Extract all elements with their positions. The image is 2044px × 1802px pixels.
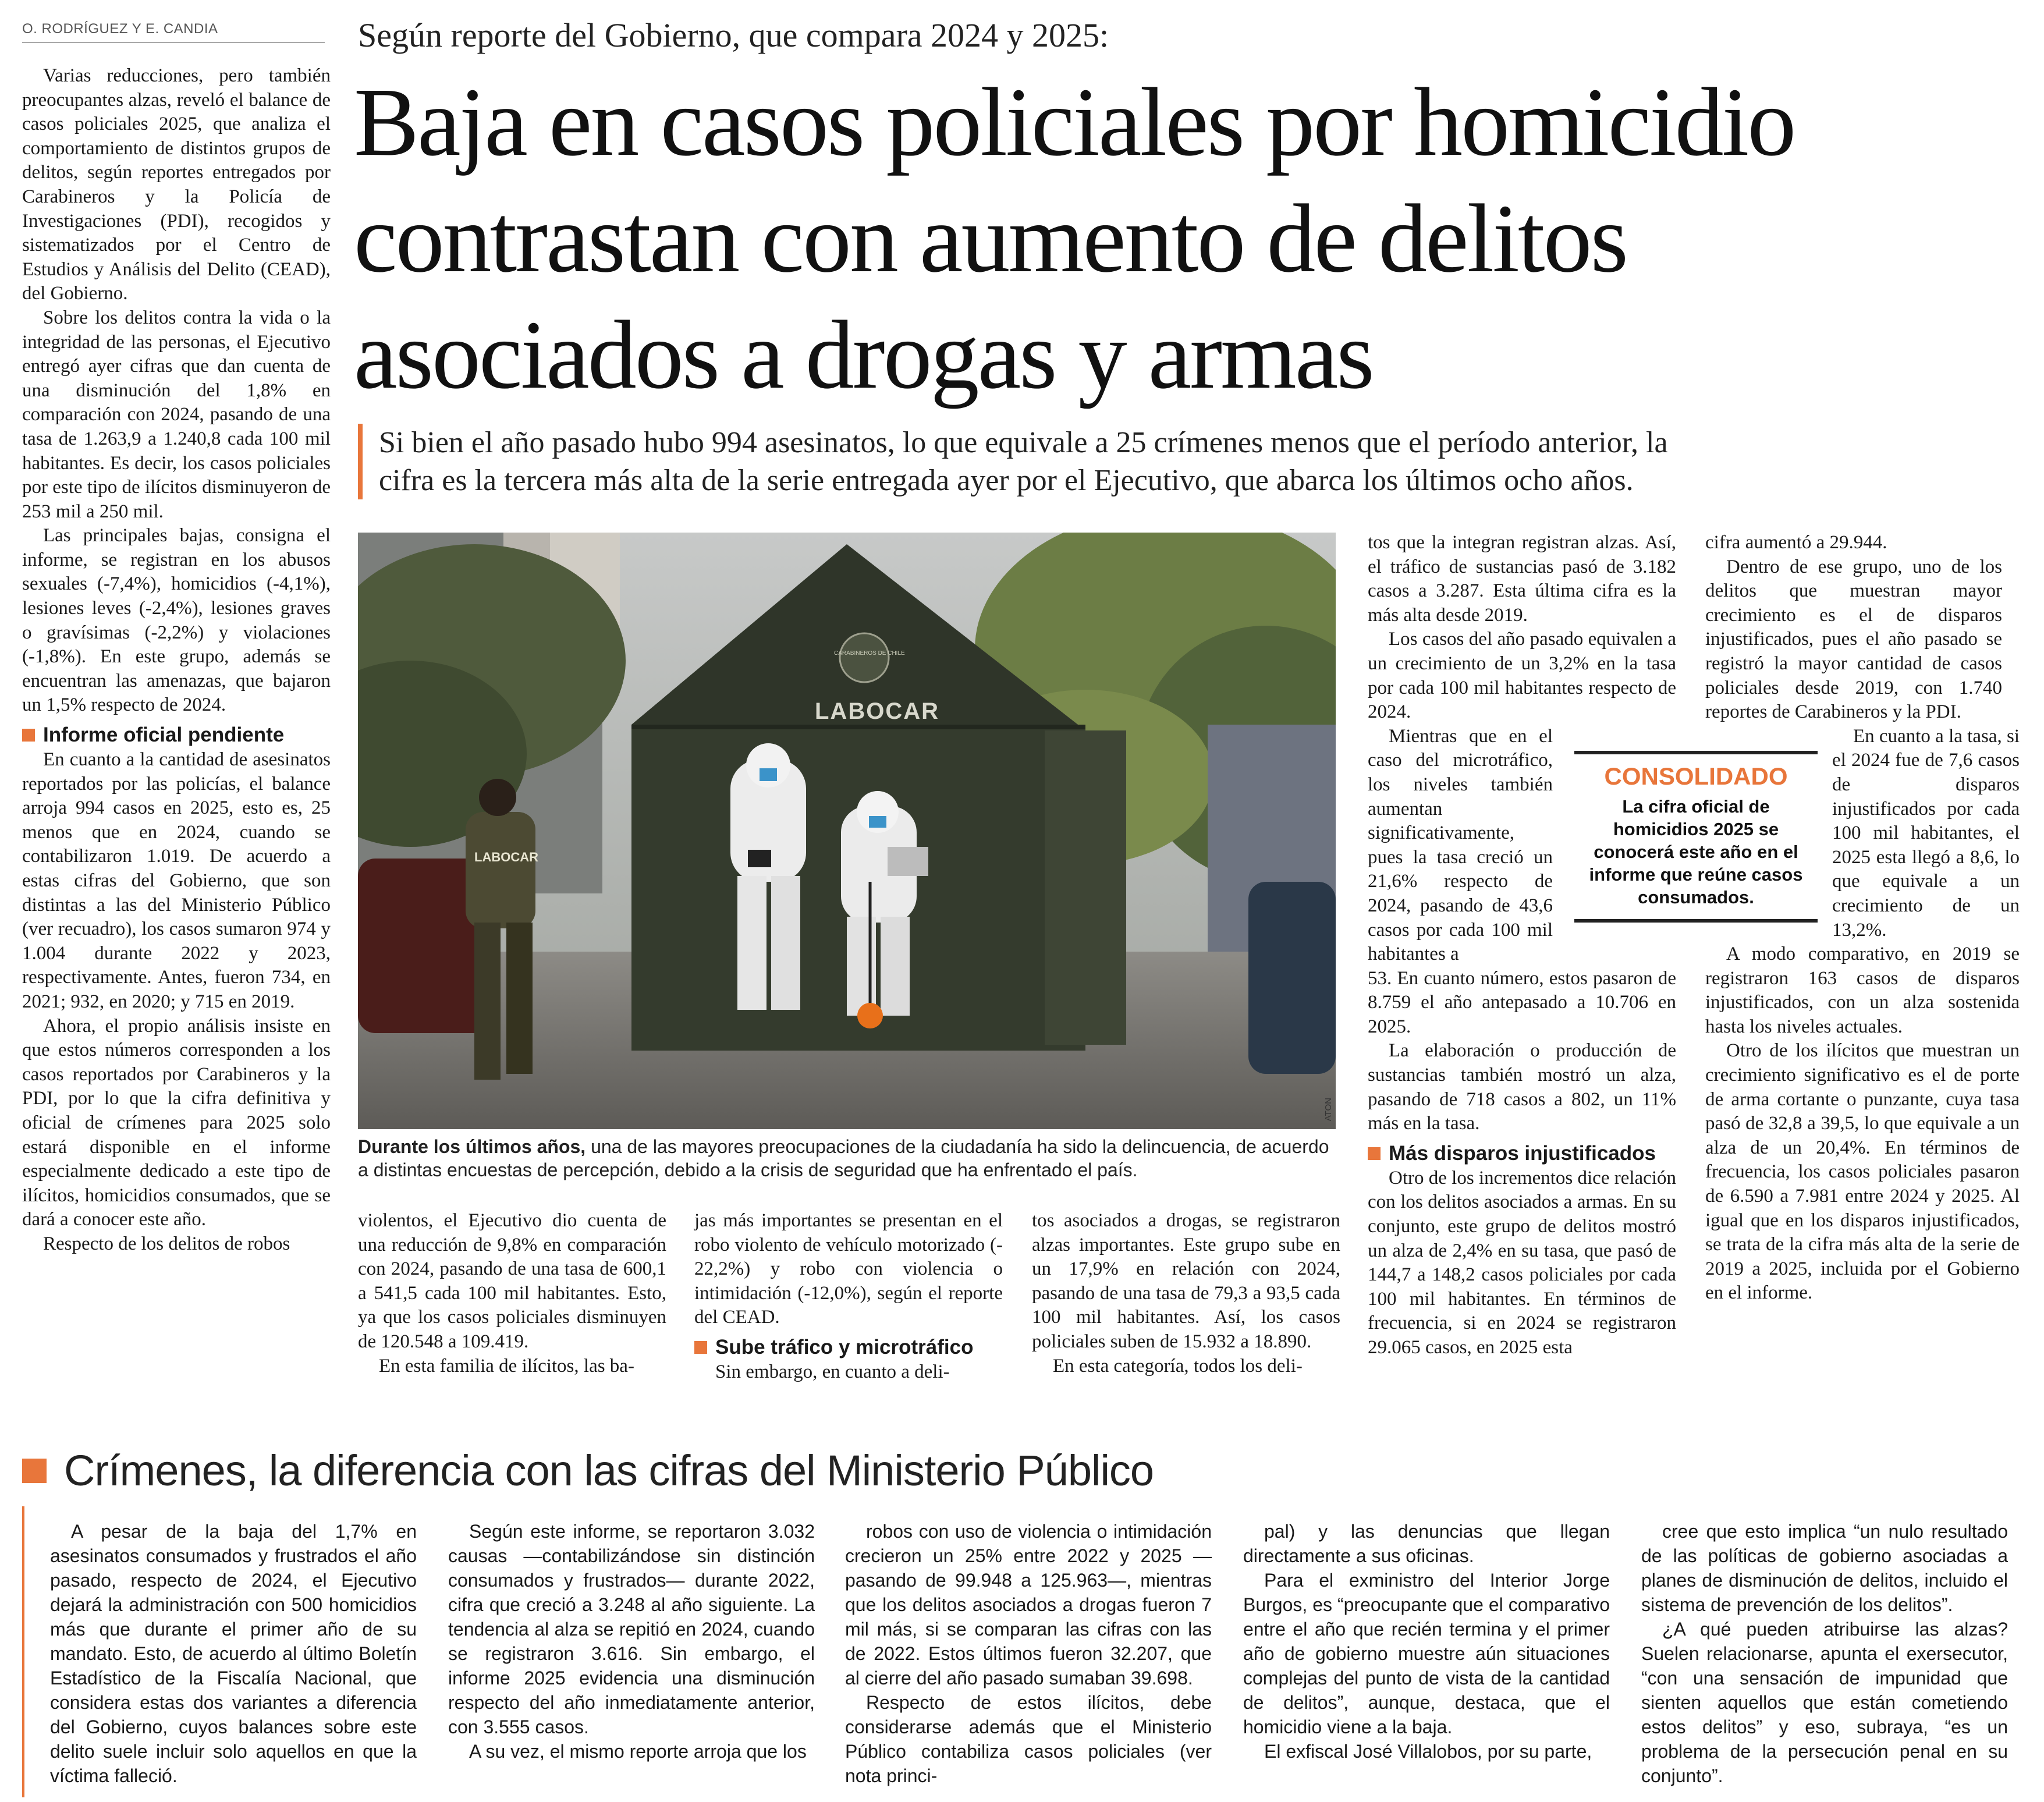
paragraph: A modo comparativo, en 2019 se registraron 163 casos de disparos injustificados, con un alza sostenida hasta los niveles actuales. — [1705, 943, 2020, 1037]
vest-label: LABOCAR — [474, 850, 538, 864]
photo-credit: ATON — [1323, 1097, 1333, 1121]
paragraph: jas más importantes se presentan en el robo violento de vehículo motorizado (- 22,2%) y robo con violencia o intimidación (-12,0%), según el reporte del CEAD. — [694, 1210, 1003, 1328]
orange-square-icon — [1368, 1147, 1381, 1160]
column-1 — [22, 64, 331, 1257]
headline-line-3: asociados a drogas y armas — [354, 301, 1373, 409]
consolidado-box — [1574, 751, 1818, 923]
paragraph: cree que esto implica “un nulo resultado de las políticas de gobierno asociadas a planes de disminución de delitos, incluido el sistema de prevención de los delitos”. — [1641, 1521, 2008, 1615]
column-3 — [694, 1209, 1003, 1385]
deck-line-1: Si bien el año pasado hubo 994 asesinatos, lo que equivale a 25 crímenes menos que el período anterior, la — [379, 426, 1668, 459]
paragraph: tos asociados a drogas, se registraron alzas importantes. Este grupo sube en un 17,9% en relación con 2024, pasando de una tasa de 79,3 a 93,5 cada 100 mil habitantes. Así, los casos policiales suben de 15.932 a 18.890. — [1032, 1210, 1340, 1352]
paragraph: Según este informe, se reportaron 3.032 causas —contabilizándose sin distinción consumados y frustrados— durante 2022, cifra que creció a 3.248 al año siguiente. La tendencia al alza se repitió en 2024, cuando se registraron 3.616. Sin embargo, el informe 2025 evidencia una disminución respecto del año inmediatamente anterior, con 3.555 casos. — [448, 1521, 815, 1737]
subheading-informe: Informe oficial pendiente — [22, 722, 331, 748]
paragraph: A pesar de la baja del 1,7% en asesinatos consumados y frustrados el año pasado, respecto de 2024, el Ejecutivo dejará la administración con 500 homicidios más que durante el primer año de su mandato. Esto, de acuerdo al último Boletín Estadístico de la Fiscalía Nacional, que considera estas dos variantes a diferencia del Gobierno, cuyos balances sobre este delito suele incluir solo aquellos en que la víctima falleció. — [50, 1521, 417, 1786]
box-column-1 — [50, 1519, 417, 1788]
paragraph: cifra aumentó a 29.944. — [1705, 532, 1887, 553]
paragraph: ¿A qué pueden atribuirse las alzas? Suelen relacionarse, apunta el exersecutor, “con una sensación de impunidad que sienten aquellos que están cometiendo estos delitos” y eso, subraya, “es un problema de la persecución penal en su conjunto”. — [1641, 1619, 2008, 1786]
caption-text: una de las mayores preocupaciones de la ciudadanía ha sido la delincuencia, de acuerdo a distintas encuestas de percepción, debido a la crisis de seguridad que ha enfrentado el país. — [358, 1136, 1329, 1180]
sidebar-box — [0, 1438, 2044, 1802]
paragraph: Sin embargo, en cuanto a deli- — [715, 1361, 950, 1382]
paragraph: En cuanto a la cantidad de asesinatos reportados por las policías, el balance arroja 994 casos en 2025, esto es, 25 menos que en 2024, cuando se contabilizaron 1.019. De acuerdo a estas cifras del Gobierno, que son distintas a las del Ministerio Público (ver recuadro), los casos sumaron 974 y 1.004 durante 2022 y 2023, respectivamente. Antes, fueron 734, en 2021; 932, en 2020; y 715 en 2019. — [22, 749, 331, 1012]
paragraph: Varias reducciones, pero también preocupantes alzas, reveló el balance de casos policiales 2025, que analiza el comportamiento de distintos grupos de delitos, según reportes entregados por Carabineros y la Policía de Investigaciones (PDI), recogidos y sistematizados por el Centro de Estudios y Análisis del Delito (CEAD), del Gobierno. — [22, 65, 331, 304]
svg-text:CARABINEROS DE CHILE: CARABINEROS DE CHILE — [834, 650, 905, 657]
paragraph: Otro de los ilícitos que muestran un crecimiento significativo es el de porte de arma cortante o punzante, cuya tasa pasó de 32,8 a 39,5, lo que equivale a un alza de un 20,4%. En términos de frecuencia, los casos policiales pasaron de 6.590 a 7.981 entre 2024 y 2025. Al igual que en los disparos injustificados, se trata de la cifra más alta de la serie de 2019 a 2025, incluida por el Gobierno en el informe. — [1705, 1040, 2020, 1304]
paragraph: Los casos del año pasado equivalen a un crecimiento de un 3,2% en la tasa por cada 100 mil habitantes respecto de 2024. — [1368, 629, 1676, 723]
paragraph: En esta categoría, todos los deli- — [1053, 1355, 1303, 1377]
paragraph: pal) y las denuncias que llegan directamente a sus oficinas. — [1243, 1521, 1610, 1566]
orange-square-icon — [694, 1341, 707, 1354]
deck — [358, 424, 2044, 499]
orange-square-icon — [22, 729, 35, 742]
paragraph: A su vez, el mismo reporte arroja que los — [469, 1741, 807, 1762]
paragraph: Las principales bajas, consigna el informe, se registran en los abusos sexuales (-7,4%), homicidios (-4,1%), lesiones leves (-2,4%), lesiones graves o gravísimas (-2,2%) y violaciones (-1,8%). En este grupo, además se encuentran las amenazas, que bajaron un 1,5% respecto de 2024. — [22, 525, 331, 716]
paragraph: 53. En cuanto número, estos pasaron de 8.759 el año antepasado a 10.706 en 2025. — [1368, 967, 1676, 1037]
box-title: Crímenes, la diferencia con las cifras del Ministerio Público — [22, 1446, 1154, 1495]
photo-caption — [358, 1135, 1342, 1182]
consolidado-title: CONSOLIDADO — [1604, 762, 1788, 790]
paragraph: Respecto de estos ilícitos, debe considerarse además que el Ministerio Público contabiliza casos policiales (ver nota princi- — [845, 1692, 1212, 1786]
paragraph: Dentro de ese grupo, uno de los delitos que muestran mayor crecimiento es el de disparos injustificados, pues el año pasado se registró la mayor cantidad de casos policiales desde 2019, con 1.740 reportes de Carabineros y la PDI. — [1705, 556, 2002, 723]
paragraph: En esta familia de ilícitos, las ba- — [379, 1355, 634, 1377]
subheading-trafico: Sube tráfico y microtráfico — [694, 1335, 1003, 1360]
paragraph: Mientras que en el caso del microtráfico, los niveles también aumentan significativamente, pues la tasa creció un 21,6% respecto de 2024, pasando de 43,6 casos por cada 100 mil habitantes a — [1368, 725, 1553, 965]
column-5 — [1368, 531, 1676, 1360]
headline-line-2: contrastan con aumento de delitos — [354, 185, 1627, 293]
headline — [354, 64, 2030, 413]
box-border — [22, 1506, 24, 1797]
column-2 — [358, 1209, 666, 1378]
paragraph: Sobre los delitos contra la vida o la integridad de las personas, el Ejecutivo entregó ayer cifras que dan cuenta de una disminución del 1,8% en comparación con 2024, pasando de una tasa de 1.263,9 a 1.240,8 cada 100 mil habitantes. Es decir, los casos policiales por este tipo de ilícitos disminuyeron de 253 mil a 250 mil. — [22, 307, 331, 522]
paragraph: Ahora, el propio análisis insiste en que estos números corresponden a los casos reportados por Carabineros y la PDI, por lo que la cifra definitiva y oficial de crímenes para 2025 solo estará disponible en el informe especialmente dedicado a este tipo de ilícitos, homicidios consumados, que se dará a conocer este año. — [22, 1015, 331, 1230]
box-column-2 — [448, 1519, 815, 1764]
byline: O. RODRÍGUEZ Y E. CANDIA — [22, 21, 325, 43]
headline-line-1: Baja en casos policiales por homicidio — [354, 68, 1795, 176]
paragraph: Otro de los incrementos dice relación con los delitos asociados a armas. En su conjunto, este grupo de delitos mostró un alza de 2,4% en su tasa, que pasó de 144,7 a 148,2 casos policiales por cada 100 mil habitantes. En términos de frecuencia, si en 2024 se registraron 29.065 casos, en 2025 esta — [1368, 1167, 1676, 1358]
paragraph: robos con uso de violencia o intimidación crecieron un 25% entre 2022 y 2025 —pasando de 99.948 a 125.963—, mientras que los delitos asociados a drogas fueron 7 mil más, si se comparan las cifras con las de 2022. Estos últimos fueron 32.207, que al cierre del año pasado sumaban 39.698. — [845, 1521, 1212, 1689]
consolidado-text: La cifra oficial de homicidios 2025 se conocerá este año en el informe que reúne casos consumados. — [1589, 796, 1803, 907]
paragraph: Para el exministro del Interior Jorge Burgos, es “preocupante que el comparativo entre el año que recién termina y el primer año de gobierno muestre aún situaciones complejas del punto de vista de la cantidad de delitos”, aunque, destaca, que el homicidio viene a la baja. — [1243, 1570, 1610, 1737]
paragraph: Respecto de los delitos de robos — [43, 1233, 290, 1254]
paragraph: El exfiscal José Villalobos, por su parte, — [1264, 1741, 1592, 1762]
paragraph: En cuanto a la tasa, si el 2024 fue de 7,6 casos de disparos injustificados por cada 100 mil habitantes, el 2025 esta llegó a 8,6, lo que equivale a un crecimiento de un 13,2%. — [1832, 725, 2020, 941]
news-photo — [358, 533, 1336, 1129]
box-column-4 — [1243, 1519, 1610, 1764]
kicker: Según reporte del Gobierno, que compara 2024 y 2025: — [358, 16, 1109, 54]
column-4 — [1032, 1209, 1340, 1378]
orange-square-icon — [22, 1459, 47, 1483]
paragraph: tos que la integran registran alzas. Así, el tráfico de sustancias pasó de 3.182 casos a 3.287. Esta última cifra es la más alta desde 2019. — [1368, 532, 1676, 626]
caption-lead: Durante los últimos años, — [358, 1136, 586, 1157]
subheading-disparos: Más disparos injustificados — [1368, 1141, 1676, 1166]
paragraph: La elaboración o producción de sustancias también mostró un alza, pasando de 718 casos a 802, un 11% más en la tasa. — [1368, 1040, 1676, 1134]
box-column-3 — [845, 1519, 1212, 1788]
deck-line-2: cifra es la tercera más alta de la serie entregada ayer por el Ejecutivo, que abarca los últimos ocho años. — [379, 464, 1634, 497]
paragraph: violentos, el Ejecutivo dio cuenta de una reducción de 9,8% en comparación con 2024, pasando de una tasa de 600,1 a 541,5 cada 100 mil habitantes. Esto, ya que los casos policiales disminuyen de 120.548 a 109.419. — [358, 1210, 666, 1352]
box-column-5 — [1641, 1519, 2008, 1788]
crime-scene-photo — [358, 533, 1336, 1129]
tent-label: LABOCAR — [815, 698, 939, 724]
